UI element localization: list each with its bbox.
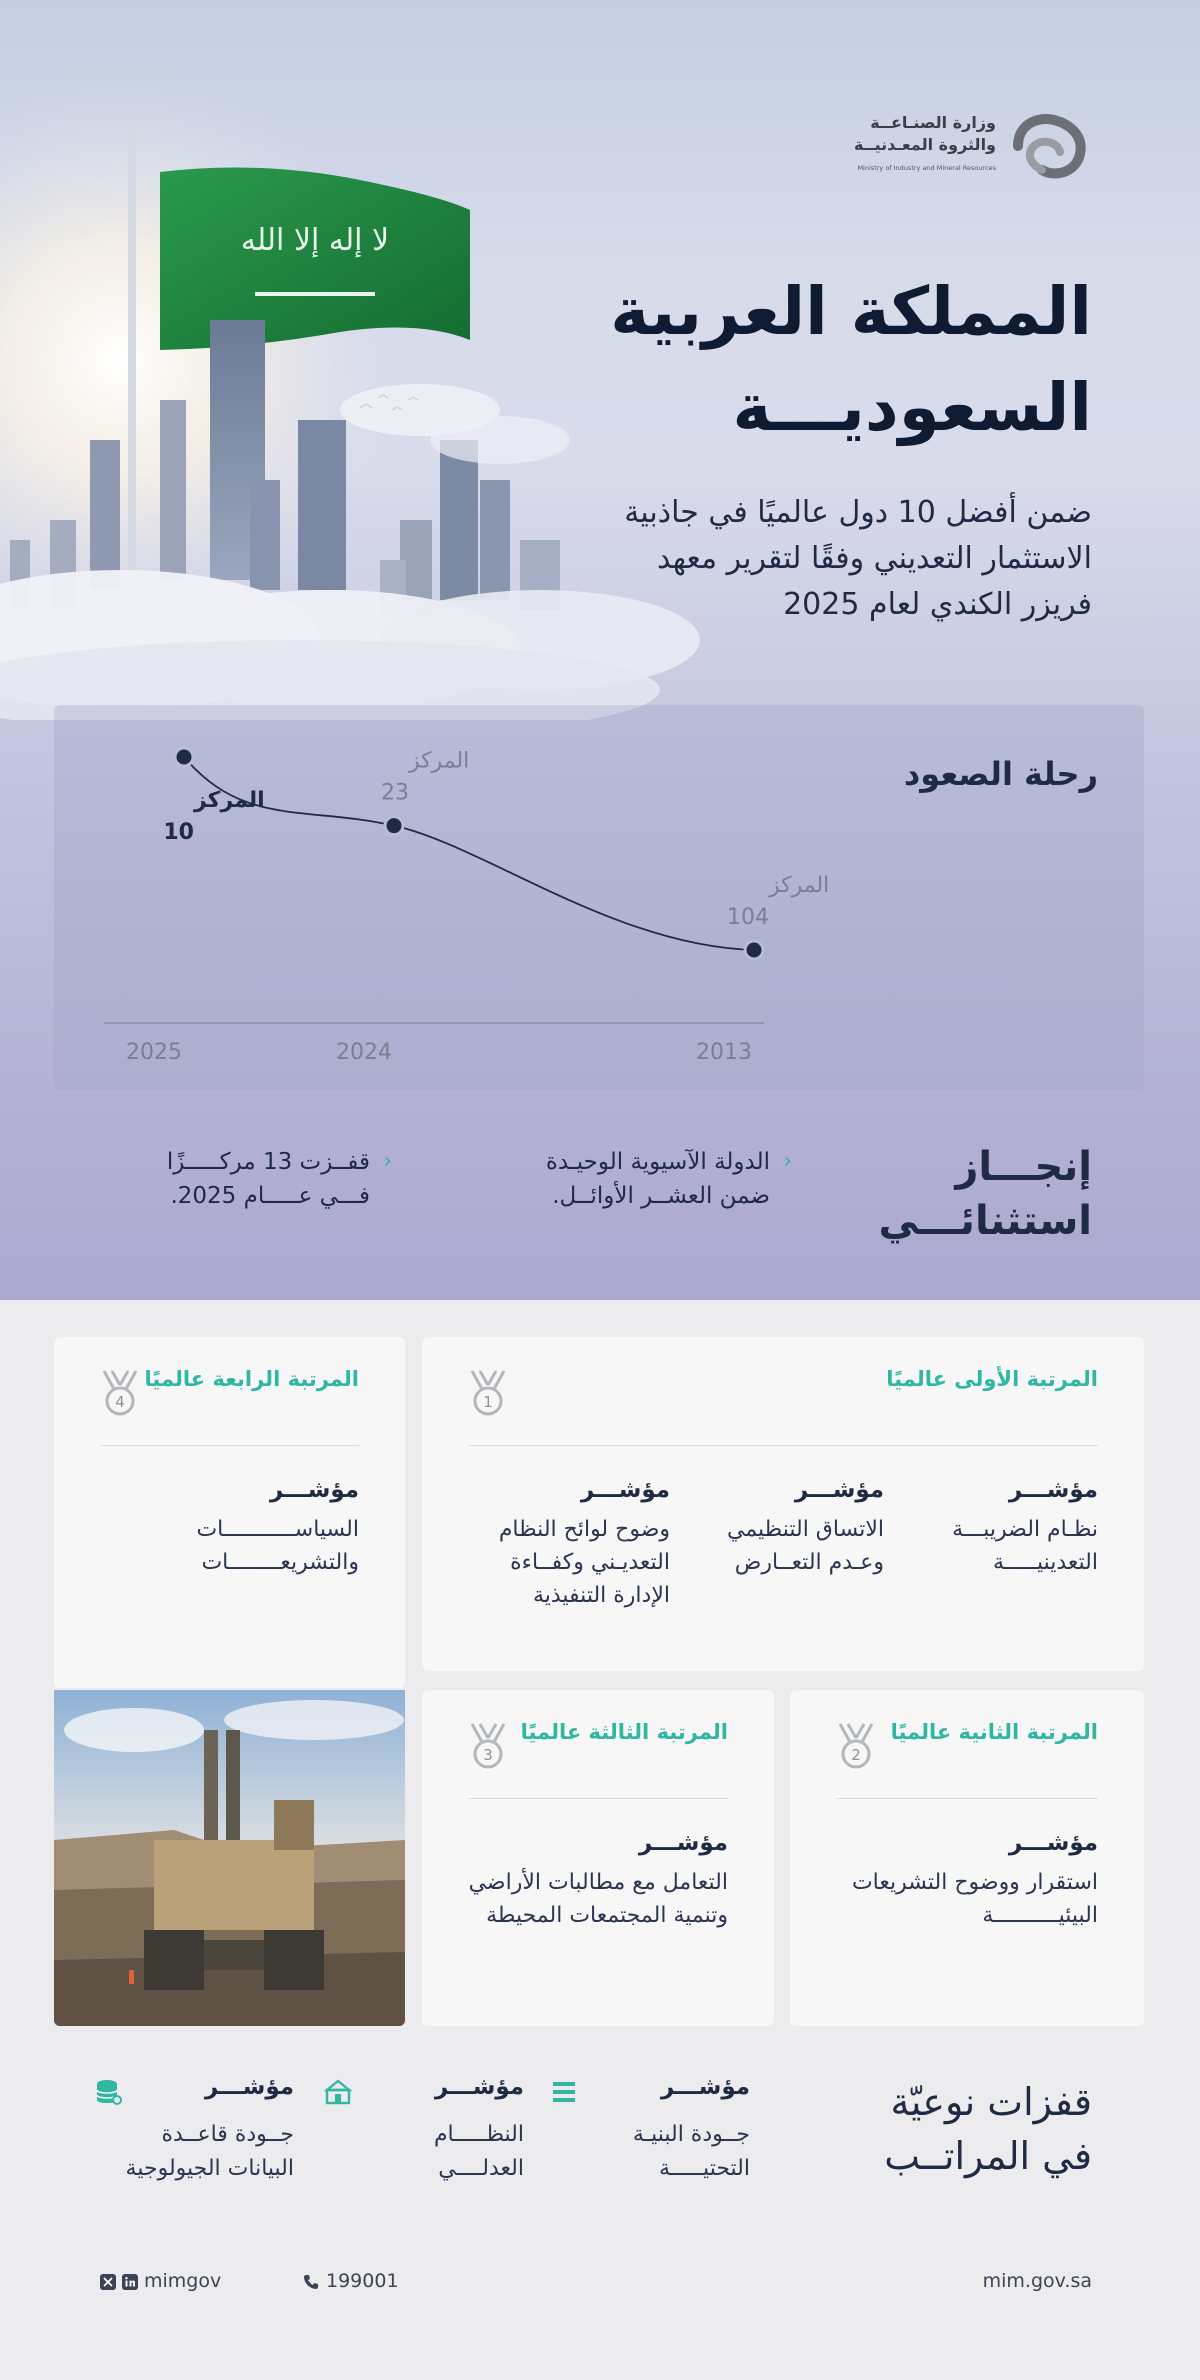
database-icon bbox=[94, 2078, 122, 2106]
divider bbox=[100, 1445, 359, 1446]
leap-text-line1: جــودة البنيـة bbox=[632, 2122, 750, 2147]
medal-icon bbox=[834, 1722, 878, 1770]
leap-text-line1: جــودة قاعــدة bbox=[161, 2122, 294, 2147]
rank-fourth-card bbox=[54, 1337, 405, 1688]
layers-icon bbox=[550, 2078, 578, 2106]
x-tick-label: 2013 bbox=[696, 1040, 752, 1065]
leap-geological-database bbox=[94, 2074, 294, 2186]
ministry-name-en: Ministry of Industry and Mineral Resources bbox=[857, 164, 996, 172]
ministry-name-ar-line2: والثروة المعـدنيــة bbox=[853, 135, 996, 154]
hero-title-line2: السعوديـــة bbox=[732, 369, 1092, 446]
metric-label: مؤشـــر bbox=[638, 1830, 728, 1856]
hero-subtitle-line3: فريزر الكندي لعام 2025 bbox=[783, 587, 1092, 622]
data-label-value: 104 bbox=[727, 905, 769, 930]
metric-text-line1: نظـام الضريبـــة bbox=[952, 1517, 1098, 1542]
achievement-title-line1: إنجـــاز bbox=[955, 1144, 1092, 1190]
metric-label: مؤشـــر bbox=[580, 1477, 670, 1503]
data-label-title: المركز bbox=[194, 788, 265, 813]
social-handle[interactable] bbox=[100, 2270, 221, 2292]
medal-number: 2 bbox=[851, 1746, 861, 1764]
chart-title: رحلة الصعود bbox=[903, 755, 1098, 793]
phone-icon bbox=[302, 2273, 320, 2291]
rank-second-card bbox=[790, 1690, 1144, 2026]
metric-text-line1: الاتساق التنظيمي bbox=[726, 1517, 884, 1542]
metric-text-line2: التعدينيـــــة bbox=[992, 1550, 1098, 1575]
phone-number: 199001 bbox=[326, 2270, 399, 2292]
hero-subtitle-line1: ضمن أفضل 10 دول عالميًا في جاذبية bbox=[624, 495, 1092, 530]
metric-text-line1: التعامل مع مطالبات الأراضي bbox=[468, 1870, 728, 1895]
achievement-item-asian-line1: الدولة الآسيوية الوحيـدة bbox=[545, 1149, 770, 1175]
metric-label: مؤشـــر bbox=[434, 2074, 524, 2100]
rank-third-heading: المرتبة الثالثة عالميًا bbox=[520, 1720, 728, 1744]
metric-label: مؤشـــر bbox=[660, 2074, 750, 2100]
data-label-value: 23 bbox=[381, 780, 409, 806]
data-label-title: المركز bbox=[409, 748, 470, 774]
ministry-logo-icon bbox=[1008, 106, 1092, 186]
metric-label: مؤشـــر bbox=[1008, 1477, 1098, 1503]
leaps-title bbox=[852, 2075, 1092, 2183]
x-icon bbox=[100, 2274, 116, 2290]
achievement-item-asian bbox=[480, 1145, 792, 1213]
divider bbox=[468, 1798, 728, 1799]
achievement-item-leap-line1: قفــزت 13 مركـــــزًا bbox=[166, 1149, 370, 1175]
social-handle-text: mimgov bbox=[144, 2270, 222, 2292]
metric-text-line2: وعـدم التعــارض bbox=[734, 1550, 884, 1575]
metric-text-line1: استقرار ووضوح التشريعات bbox=[851, 1870, 1098, 1895]
leaps-title-line2: في المراتــب bbox=[884, 2134, 1092, 2178]
metric-environmental-legislation bbox=[828, 1830, 1098, 1932]
data-label-title: المركز bbox=[769, 873, 830, 898]
medal-number: 1 bbox=[483, 1393, 493, 1411]
x-tick-label: 2024 bbox=[336, 1040, 392, 1065]
medal-number: 4 bbox=[115, 1393, 125, 1411]
leaps-title-line1: قفزات نوعيّة bbox=[890, 2080, 1092, 2124]
achievement-title bbox=[852, 1140, 1092, 1248]
hero-title bbox=[532, 264, 1092, 456]
medal-number: 3 bbox=[483, 1746, 493, 1764]
series-line bbox=[184, 757, 754, 950]
linkedin-icon bbox=[122, 2274, 138, 2290]
metric-text-line2: التعديـني وكفــاءة bbox=[510, 1550, 670, 1575]
ranking-line-chart bbox=[54, 705, 1144, 1090]
metric-text-line3: الإدارة التنفيذية bbox=[532, 1583, 670, 1608]
chevron-left-icon: ‹ bbox=[783, 1149, 792, 1174]
achievement-item-leap-line2: فـــي عـــــام 2025. bbox=[170, 1183, 370, 1209]
hero-subtitle bbox=[532, 490, 1092, 628]
metric-text-line2: وتنمية المجتمعات المحيطة bbox=[486, 1903, 728, 1928]
rank-third-card bbox=[422, 1690, 774, 2026]
metric-text-line2: البيئيــــــــــة bbox=[982, 1903, 1098, 1928]
rank-second-heading: المرتبة الثانية عالميًا bbox=[890, 1720, 1098, 1744]
metric-text-line1: وضوح لوائح النظام bbox=[498, 1517, 670, 1542]
leap-text-line2: التحتيـــــة bbox=[659, 2156, 750, 2181]
ministry-logo bbox=[812, 106, 1092, 186]
svg-text:لا إله إلا الله: لا إله إلا الله bbox=[240, 223, 390, 258]
ranking-chart-panel bbox=[54, 705, 1144, 1090]
achievement-item-leap bbox=[110, 1145, 392, 1213]
leap-text-line1: النظـــــام bbox=[433, 2122, 524, 2147]
leap-infrastructure bbox=[550, 2074, 750, 2186]
data-point bbox=[175, 748, 193, 766]
metric-label: مؤشـــر bbox=[204, 2074, 294, 2100]
metric-label: مؤشـــر bbox=[1008, 1830, 1098, 1856]
divider bbox=[836, 1798, 1098, 1799]
website-link[interactable]: mim.gov.sa bbox=[982, 2270, 1092, 2292]
metric-label: مؤشـــر bbox=[269, 1477, 359, 1503]
ministry-name-ar-line1: وزارة الصنـاعــة bbox=[870, 113, 996, 132]
x-tick-label: 2025 bbox=[126, 1040, 182, 1065]
chevron-left-icon: ‹ bbox=[383, 1149, 392, 1174]
mining-excavator-photo bbox=[54, 1690, 405, 2026]
phone-contact[interactable] bbox=[302, 2270, 399, 2292]
leap-text-line2: البيانات الجيولوجية bbox=[125, 2156, 294, 2181]
rank-fourth-heading: المرتبة الرابعة عالميًا bbox=[144, 1367, 359, 1391]
metric-tax bbox=[908, 1477, 1098, 1579]
metric-policies bbox=[99, 1477, 359, 1579]
court-icon bbox=[324, 2078, 352, 2106]
achievement-item-asian-line2: ضمن العشــر الأوائــل. bbox=[552, 1183, 770, 1209]
hero-subtitle-line2: الاستثمار التعديني وفقًا لتقرير معهد bbox=[656, 541, 1092, 576]
medal-icon bbox=[466, 1722, 510, 1770]
hero-title-line1: المملكة العربية bbox=[610, 273, 1092, 350]
medal-icon bbox=[466, 1369, 510, 1417]
data-point bbox=[745, 941, 763, 959]
metric-text-line2: والتشريعــــــــات bbox=[201, 1550, 359, 1575]
rank-first-heading: المرتبة الأولى عالميًا bbox=[886, 1367, 1098, 1391]
leap-text-line2: العدلــــي bbox=[438, 2156, 524, 2181]
leap-judicial-system bbox=[324, 2074, 524, 2186]
data-label-value: 10 bbox=[163, 820, 194, 845]
medal-icon bbox=[98, 1369, 142, 1417]
metric-mining-regulations bbox=[460, 1477, 670, 1612]
metric-land-claims bbox=[448, 1830, 728, 1932]
metric-label: مؤشـــر bbox=[794, 1477, 884, 1503]
data-point bbox=[385, 817, 403, 835]
metric-regulatory-consistency bbox=[684, 1477, 884, 1579]
rank-first-card bbox=[422, 1337, 1144, 1671]
achievement-title-line2: استثنائـــي bbox=[878, 1198, 1092, 1244]
metric-text-line1: السياســـــــــــات bbox=[196, 1517, 359, 1542]
divider bbox=[468, 1445, 1098, 1446]
